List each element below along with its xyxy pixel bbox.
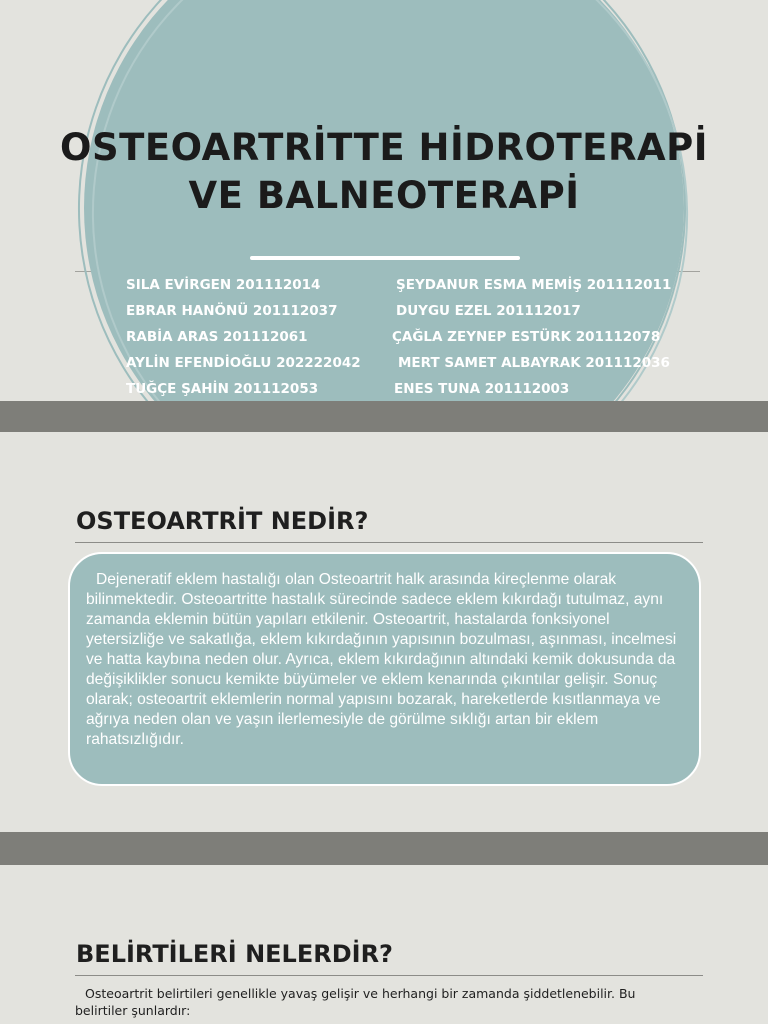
author-name: DUYGU EZEL 201112017 [396,303,581,319]
section-heading: BELİRTİLERİ NELERDİR? [76,940,393,968]
slide-bottom-bar [0,832,768,865]
section-heading: OSTEOARTRİT NEDİR? [76,507,369,535]
heading-rule [75,975,703,976]
symptoms-paragraph: Osteoartrit belirtileri genellikle yavaş gelişir ve herhangi bir zamanda şiddetlenebilir. Bu belirtiler şunlardır: [75,986,636,1018]
title-underline-stroke [250,256,520,260]
heading-rule [75,542,703,543]
definition-slide [0,432,768,865]
author-name: RABİA ARAS 201112061 [126,329,308,345]
author-name: MERT SAMET ALBAYRAK 201112036 [398,355,670,371]
author-name: AYLİN EFENDİOĞLU 202222042 [126,355,361,371]
author-name: TUĞÇE ŞAHİN 201112053 [126,381,319,397]
title-slide [0,0,768,432]
definition-paragraph: Dejeneratif eklem hastalığı olan Osteoartrit halk arasında kireçlenme olarak bilinmektedir. Osteoartritte hastalık sürecinde sadece eklem kıkırdağı tutulmaz, aynı zamanda eklemin bütün yapıları etkilenir. Osteoartrit, hastalarda fonksiyonel yetersizliğe ve sakatlığa, eklem kıkırdağının yapısının bozulması, aşınması, incelmesi ve hatta kaybına neden olur. Ayrıca, eklem kıkırdağının altındaki kemik dokusunda da değişiklikler sonucu kemikte büyümeler ve eklem kenarında çıkıntılar gelişir. Sonuç olarak; osteoartrit eklemlerin normal yapısını bozarak, hareketlerde kısıtlanmaya ve ağrıya neden olan ve yaşın ilerlemesiyle de görülme sıklığı artan bir eklem rahatsızlığıdır. [86,571,677,748]
author-name: ENES TUNA 201112003 [394,381,570,397]
title-line-1: OSTEOARTRİTTE HİDROTERAPİ [60,126,708,169]
author-list-right [0,272,768,402]
slide-bottom-bar [0,401,768,432]
author-name: EBRAR HANÖNÜ 201112037 [126,303,338,319]
presentation-title [0,124,768,220]
author-name: ÇAĞLA ZEYNEP ESTÜRK 201112078 [392,329,661,345]
symptoms-slide [0,865,768,1024]
author-name: ŞEYDANUR ESMA MEMİŞ 201112011 [396,277,672,293]
definition-text-box [68,552,701,786]
title-line-2: VE BALNEOTERAPİ [188,174,580,217]
author-name: SILA EVİRGEN 201112014 [126,277,321,293]
